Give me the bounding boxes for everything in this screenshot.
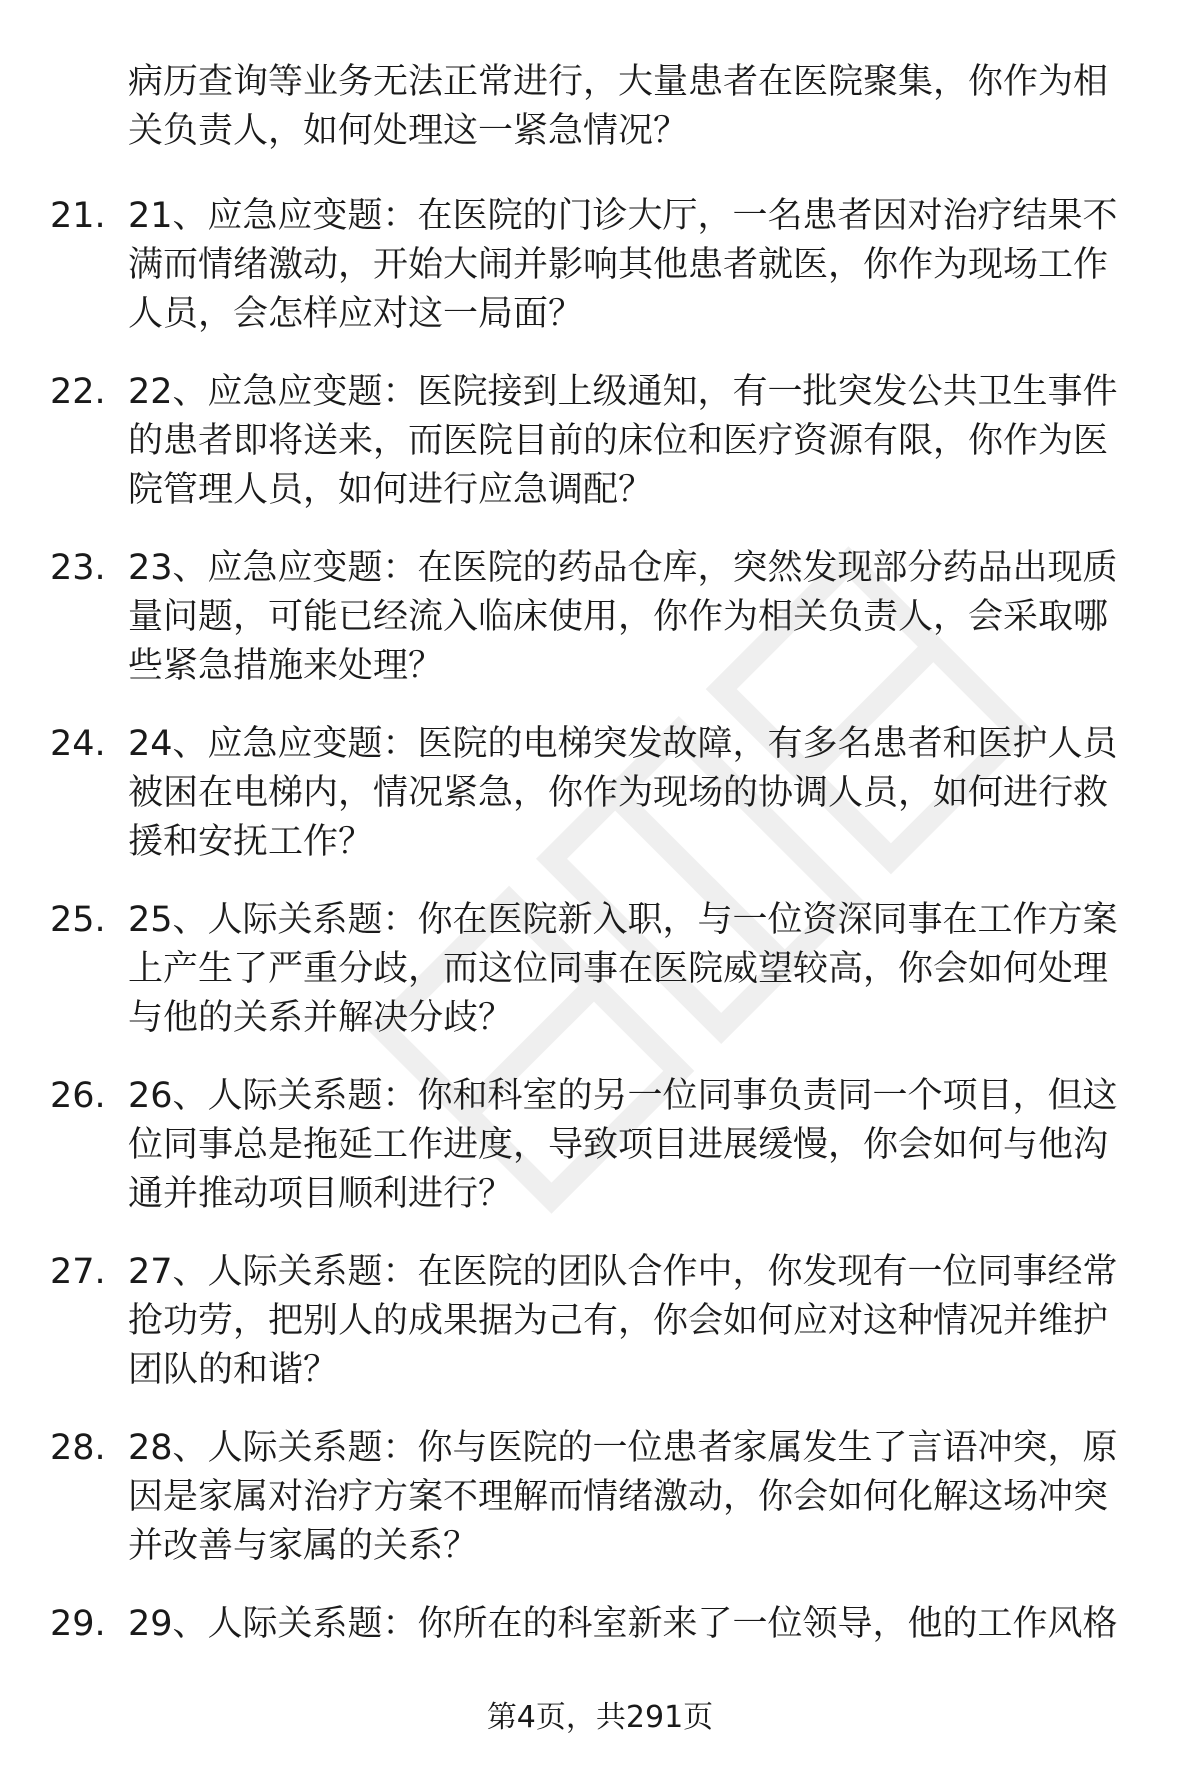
question-text: 25、人际关系题：你在医院新入职，与一位资深同事在工作方案上产生了严重分歧，而这位同事在医院威望较高，你会如何处理与他的关系并解决分歧？ [128, 900, 1118, 1038]
question-number: 29. [50, 1604, 106, 1644]
question-text: 24、应急应变题：医院的电梯突发故障，有多名患者和医护人员被困在电梯内，情况紧急，你作为现场的协调人员，如何进行救援和安抚工作？ [128, 724, 1118, 862]
question-text: 26、人际关系题：你和科室的另一位同事负责同一个项目，但这位同事总是拖延工作进度，导致项目进展缓慢，你会如何与他沟通并推动项目顺利进行？ [128, 1076, 1118, 1214]
question-text: 21、应急应变题：在医院的门诊大厅，一名患者因对治疗结果不满而情绪激动，开始大闹并影响其他患者就医，你作为现场工作人员，会怎样应对这一局面？ [128, 196, 1118, 334]
question-item [0, 1072, 1200, 1248]
continuation-paragraph: 病历查询等业务无法正常进行，大量患者在医院聚集，你作为相关负责人，如何处理这一紧急情况？ [128, 62, 1109, 151]
question-text: 23、应急应变题：在医院的药品仓库，突然发现部分药品出现质量问题，可能已经流入临床使用，你作为相关负责人，会采取哪些紧急措施来处理？ [128, 548, 1118, 686]
question-item [0, 1424, 1200, 1600]
question-number: 21. [50, 196, 106, 236]
question-number: 27. [50, 1252, 106, 1292]
question-item [0, 1600, 1200, 1776]
question-number: 28. [50, 1428, 106, 1468]
question-item [0, 896, 1200, 1072]
question-number: 23. [50, 548, 106, 588]
question-item [0, 544, 1200, 720]
question-item [0, 192, 1200, 368]
question-number: 26. [50, 1076, 106, 1116]
page-footer: 第4页，共291页 [486, 1700, 714, 1735]
question-text: 27、人际关系题：在医院的团队合作中，你发现有一位同事经常抢功劳，把别人的成果据为己有，你会如何应对这种情况并维护团队的和谐？ [128, 1252, 1118, 1390]
question-text: 28、人际关系题：你与医院的一位患者家属发生了言语冲突，原因是家属对治疗方案不理解而情绪激动，你会如何化解这场冲突并改善与家属的关系？ [128, 1428, 1118, 1566]
question-list [0, 192, 1200, 1776]
question-text: 29、人际关系题：你所在的科室新来了一位领导，他的工作风格 [128, 1604, 1118, 1644]
question-item [0, 368, 1200, 544]
question-item [0, 720, 1200, 896]
question-number: 25. [50, 900, 106, 940]
question-number: 22. [50, 372, 106, 412]
question-item [0, 1248, 1200, 1424]
question-text: 22、应急应变题：医院接到上级通知，有一批突发公共卫生事件的患者即将送来，而医院目前的床位和医疗资源有限，你作为医院管理人员，如何进行应急调配？ [128, 372, 1118, 510]
question-number: 24. [50, 724, 106, 764]
